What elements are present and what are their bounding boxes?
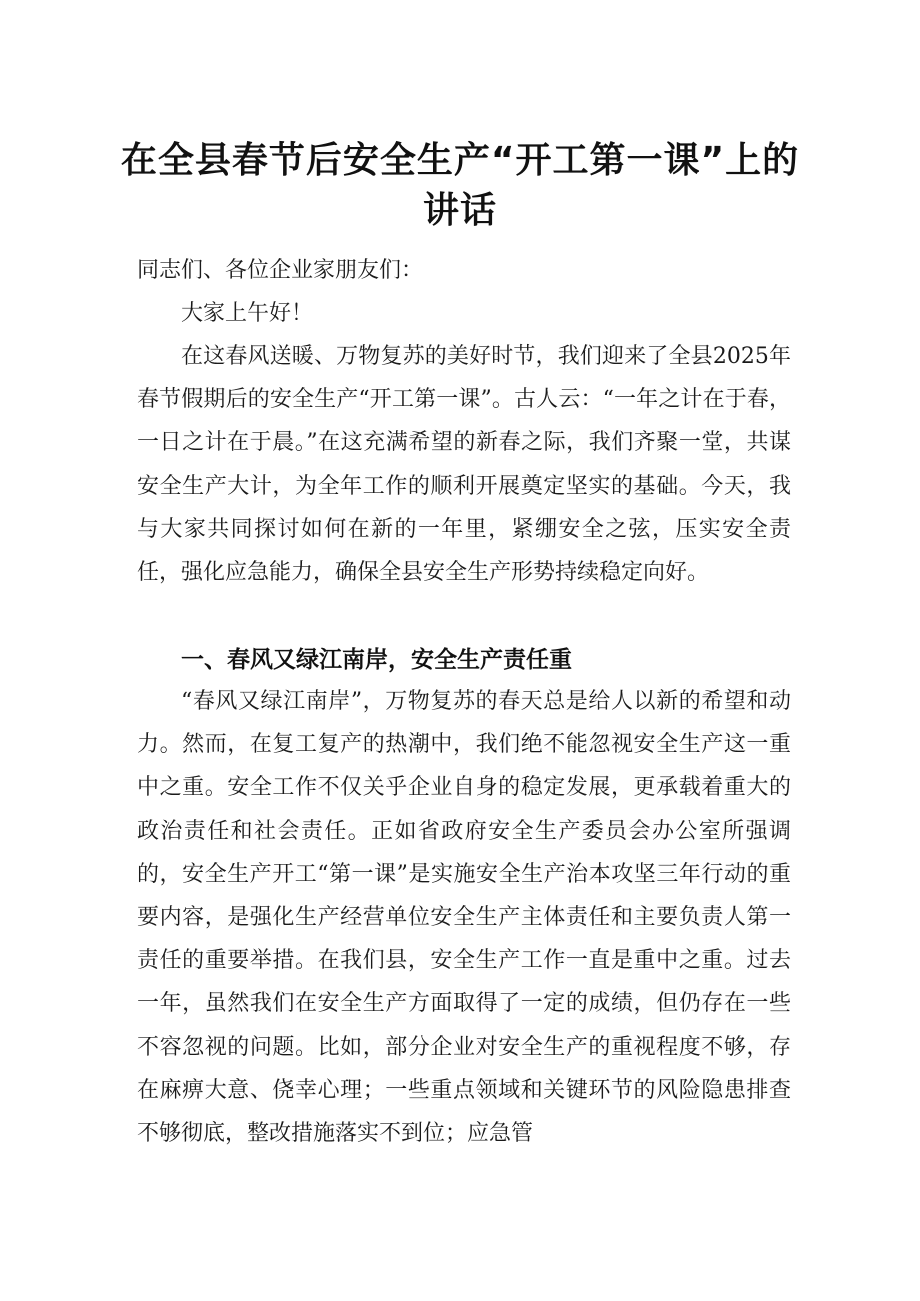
- paragraph-section-1: “春风又绿江南岸”，万物复苏的春天总是给人以新的希望和动力。然而，在复工复产的热潮中，我们绝不能忽视安全生产这一重中之重。安全工作不仅关乎企业自身的稳定发展，更承载着重大的政治责任和社会责任。正如省政府安全生产委员会办公室所强调的，安全生产开工“第一课”是实施安全生产治本攻坚三年行动的重要内容，是强化生产经营单位安全生产主体责任和主要负责人第一责任的重要举措。在我们县，安全生产工作一直是重中之重。过去一年，虽然我们在安全生产方面取得了一定的成绩，但仍存在一些不容忽视的问题。比如，部分企业对安全生产的重视程度不够，存在麻痹大意、侥幸心理；一些重点领域和关键环节的风险隐患排查不够彻底，整改措施落实不到位；应急管: [137, 689, 791, 1147]
- paragraph-intro: 在这春风送暖、万物复苏的美好时节，我们迎来了全县2025年春节假期后的安全生产“开工第一课”。古人云：“一年之计在于春，一日之计在于晨。”在这充满希望的新春之际，我们齐聚一堂，共谋安全生产大计，为全年工作的顺利开展奠定坚实的基础。今天，我与大家共同探讨如何在新的一年里，紧绷安全之弦，压实安全责任，强化应急能力，确保全县安全生产形势持续稳定向好。: [137, 344, 791, 586]
- section-heading-1: 一、春风又绿江南岸，安全生产责任重: [181, 647, 572, 673]
- document-title-line-1: 在全县春节后安全生产“开工第一课”上的: [120, 140, 800, 181]
- salutation: 同志们、各位企业家朋友们：: [137, 258, 424, 283]
- greeting: 大家上午好！: [181, 301, 314, 326]
- document-title-line-2: 讲话: [422, 190, 497, 231]
